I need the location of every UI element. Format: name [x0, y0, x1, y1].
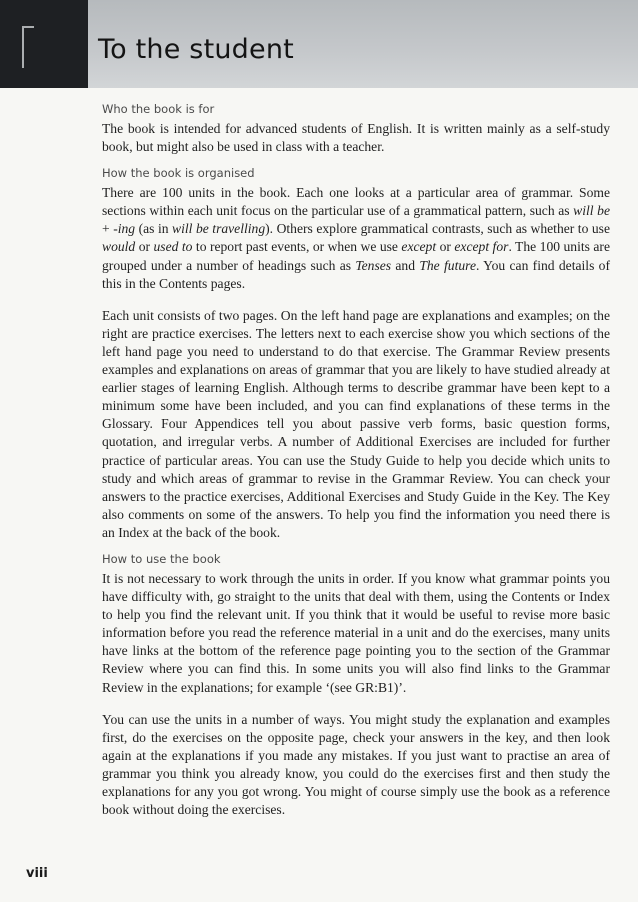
paragraph: It is not necessary to work through the units in order. If you know what grammar points you have difficulty with, go straight to the units that deal with them, using the Contents or Index to help you find the relevant unit. If you think that it would be useful to revise more basic information before you read the reference material in a unit and do the exercises, many units have links at the bottom of the reference page pointing you to the section of the Grammar Review where you can find this. In some units you will also find links to the Grammar Review in the explanations; for example ‘(see GR:B1)’.: [102, 570, 610, 695]
corner-block: [0, 0, 88, 88]
italic-term: Tenses: [355, 257, 392, 273]
corner-mark-icon: [22, 26, 34, 68]
paragraph: Each unit consists of two pages. On the left hand page are explanations and examples; on the right are practice exercises. The letters next to each exercise show you which sections of the left hand page you need to understand to do that exercise. The Grammar Review presents examples and explanations on areas of grammar that you are likely to have studied already at earlier stages of learning English. Although terms to describe grammar have been kept to a minimum some have been included, and you can find explanations of these terms in the Glossary. Four Appendices tell you about passive verb forms, basic question forms, quotation, and irregular verbs. A number of Additional Exercises are included for further practice of particular areas. You can use the Study Guide to help you decide which units to study and which areas of grammar to revise in the Grammar Review. You can check your answers to the practice exercises, Additional Exercises and Study Guide in the Key. The Key also comments on some of the answers. To help you find the information you need there is an Index at the back of the book.: [102, 307, 610, 540]
italic-term: used to: [153, 239, 193, 255]
main-content: [102, 102, 610, 819]
section-how-organised: [102, 166, 610, 542]
section-who-for: [102, 102, 610, 156]
paragraph: The book is intended for advanced students of English. It is written mainly as a self-study book, but might also be used in class with a teacher.: [102, 121, 610, 155]
italic-term: except for: [454, 239, 509, 255]
italic-term: would: [102, 239, 136, 255]
section-heading: Who the book is for: [102, 102, 215, 116]
italic-term: except: [401, 239, 437, 255]
header-bar: [0, 0, 638, 88]
italic-term: -ing: [113, 221, 136, 237]
page-number: viii: [26, 866, 48, 881]
paragraph: You can use the units in a number of ways. You might study the explanation and examples first, do the exercises on the opposite page, check your answers in the key, and then look again at the explanations if you made any mistakes. If you just want to practise an area of grammar you think you already know, you could do the exercises first and then study the explanations for any you got wrong. You might of course simply use the book as a reference book without doing the exercises.: [102, 711, 610, 818]
section-heading: How the book is organised: [102, 166, 255, 181]
italic-term: will be travelling: [172, 221, 266, 237]
page-title: To the student: [98, 34, 294, 65]
paragraph: There are 100 units in the book. Each one looks at a particular area of grammar. Some sections within each unit focus on the particular use of a grammatical pattern, such as will be + -ing (as in will be travelling). Others explore grammatical contrasts, such as whether to use would or used to to report past events, or when we use except or except for. The 100 units are grouped under a number of headings such as Tenses and The future. You can find details of this in the Contents pages.: [102, 185, 611, 291]
italic-term: The future: [419, 257, 476, 273]
italic-term: will be: [573, 203, 610, 219]
section-how-to-use: [102, 552, 610, 819]
section-heading: How to use the book: [102, 551, 221, 566]
